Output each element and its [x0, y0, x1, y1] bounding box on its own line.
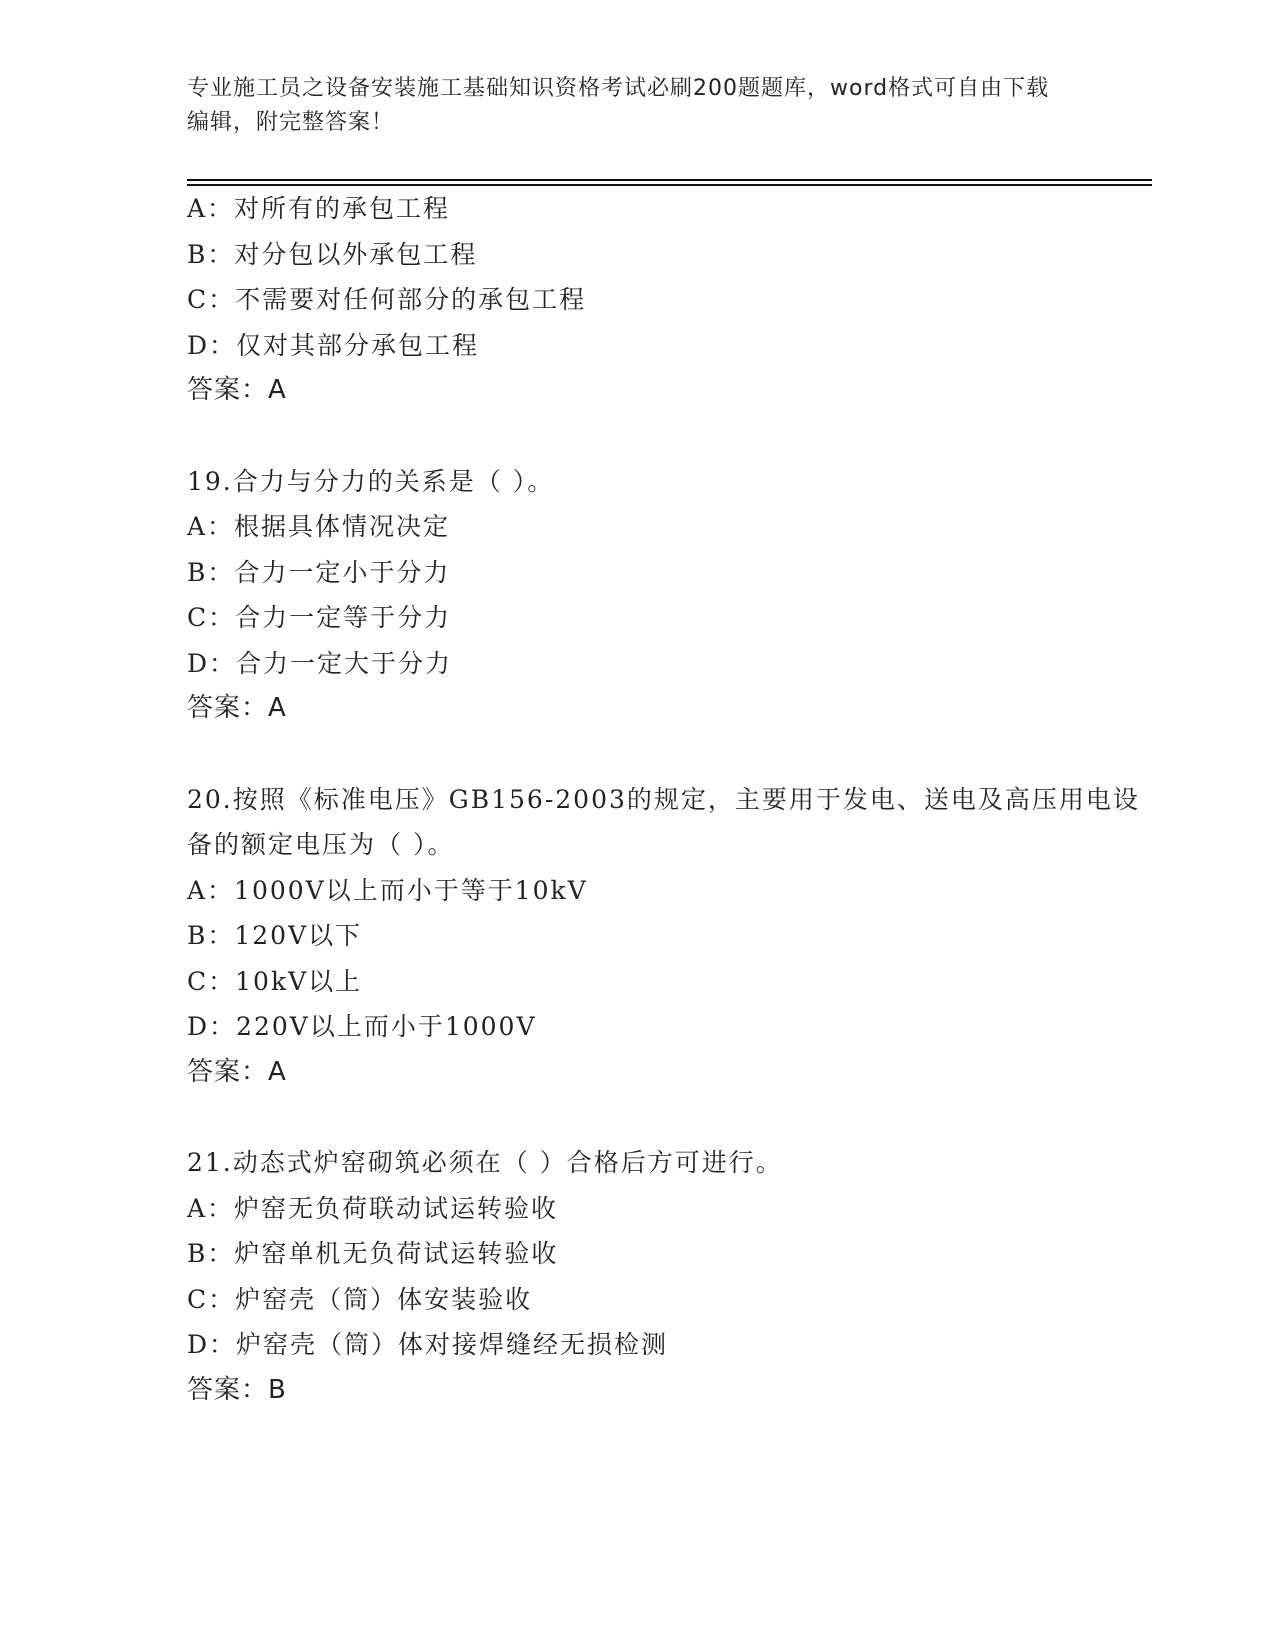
answer-line: 答案：A — [187, 1056, 287, 1087]
option-b: B：120V以下 — [187, 921, 363, 950]
header-divider-top — [187, 179, 1152, 181]
option-c: C：10kV以上 — [187, 966, 363, 996]
option-d: D：合力一定大于分力 — [187, 648, 453, 678]
option-c: C：不需要对任何部分的承包工程 — [187, 285, 587, 314]
option-a: A：炉窑无负荷联动试运转验收 — [187, 1193, 559, 1223]
option-b: B：对分包以外承包工程 — [187, 239, 478, 269]
question-19 — [187, 459, 1147, 732]
question-stem: 20.按照《标准电压》GB156-2003的规定，主要用于发电、送电及高压用电设备的额定电压为（ ）。 — [187, 784, 1140, 859]
option-c: C：合力一定等于分力 — [187, 603, 452, 632]
question-20 — [187, 777, 1147, 1096]
option-d: D：仅对其部分承包工程 — [187, 330, 480, 360]
option-d: D：炉窑壳（筒）体对接焊缝经无损检测 — [187, 1330, 669, 1359]
question-18-continued — [187, 186, 1147, 414]
option-a: A：根据具体情况决定 — [187, 512, 451, 541]
question-list — [187, 186, 1147, 1413]
answer-line: 答案：A — [187, 375, 287, 405]
document-title: 专业施工员之设备安装施工基础知识资格考试必刷200题题库，word格式可自由下载编辑，附完整答案！ — [187, 76, 1050, 135]
option-b: B：合力一定小于分力 — [187, 557, 451, 587]
question-stem: 21.动态式炉窑砌筑必须在（ ）合格后方可进行。 — [187, 1148, 783, 1177]
question-stem: 19.合力与分力的关系是（ ）。 — [187, 466, 555, 496]
option-a: A：1000V以上而小于等于10kV — [187, 875, 588, 905]
option-c: C：炉窑壳（筒）体安装验收 — [187, 1284, 533, 1314]
answer-line: 答案：B — [187, 1374, 287, 1405]
option-a: A：对所有的承包工程 — [187, 194, 451, 223]
document-header — [187, 72, 1067, 140]
answer-line: 答案：A — [187, 693, 287, 723]
option-d: D：220V以上而小于1000V — [187, 1012, 537, 1041]
option-b: B：炉窑单机无负荷试运转验收 — [187, 1239, 559, 1268]
question-21 — [187, 1140, 1147, 1413]
